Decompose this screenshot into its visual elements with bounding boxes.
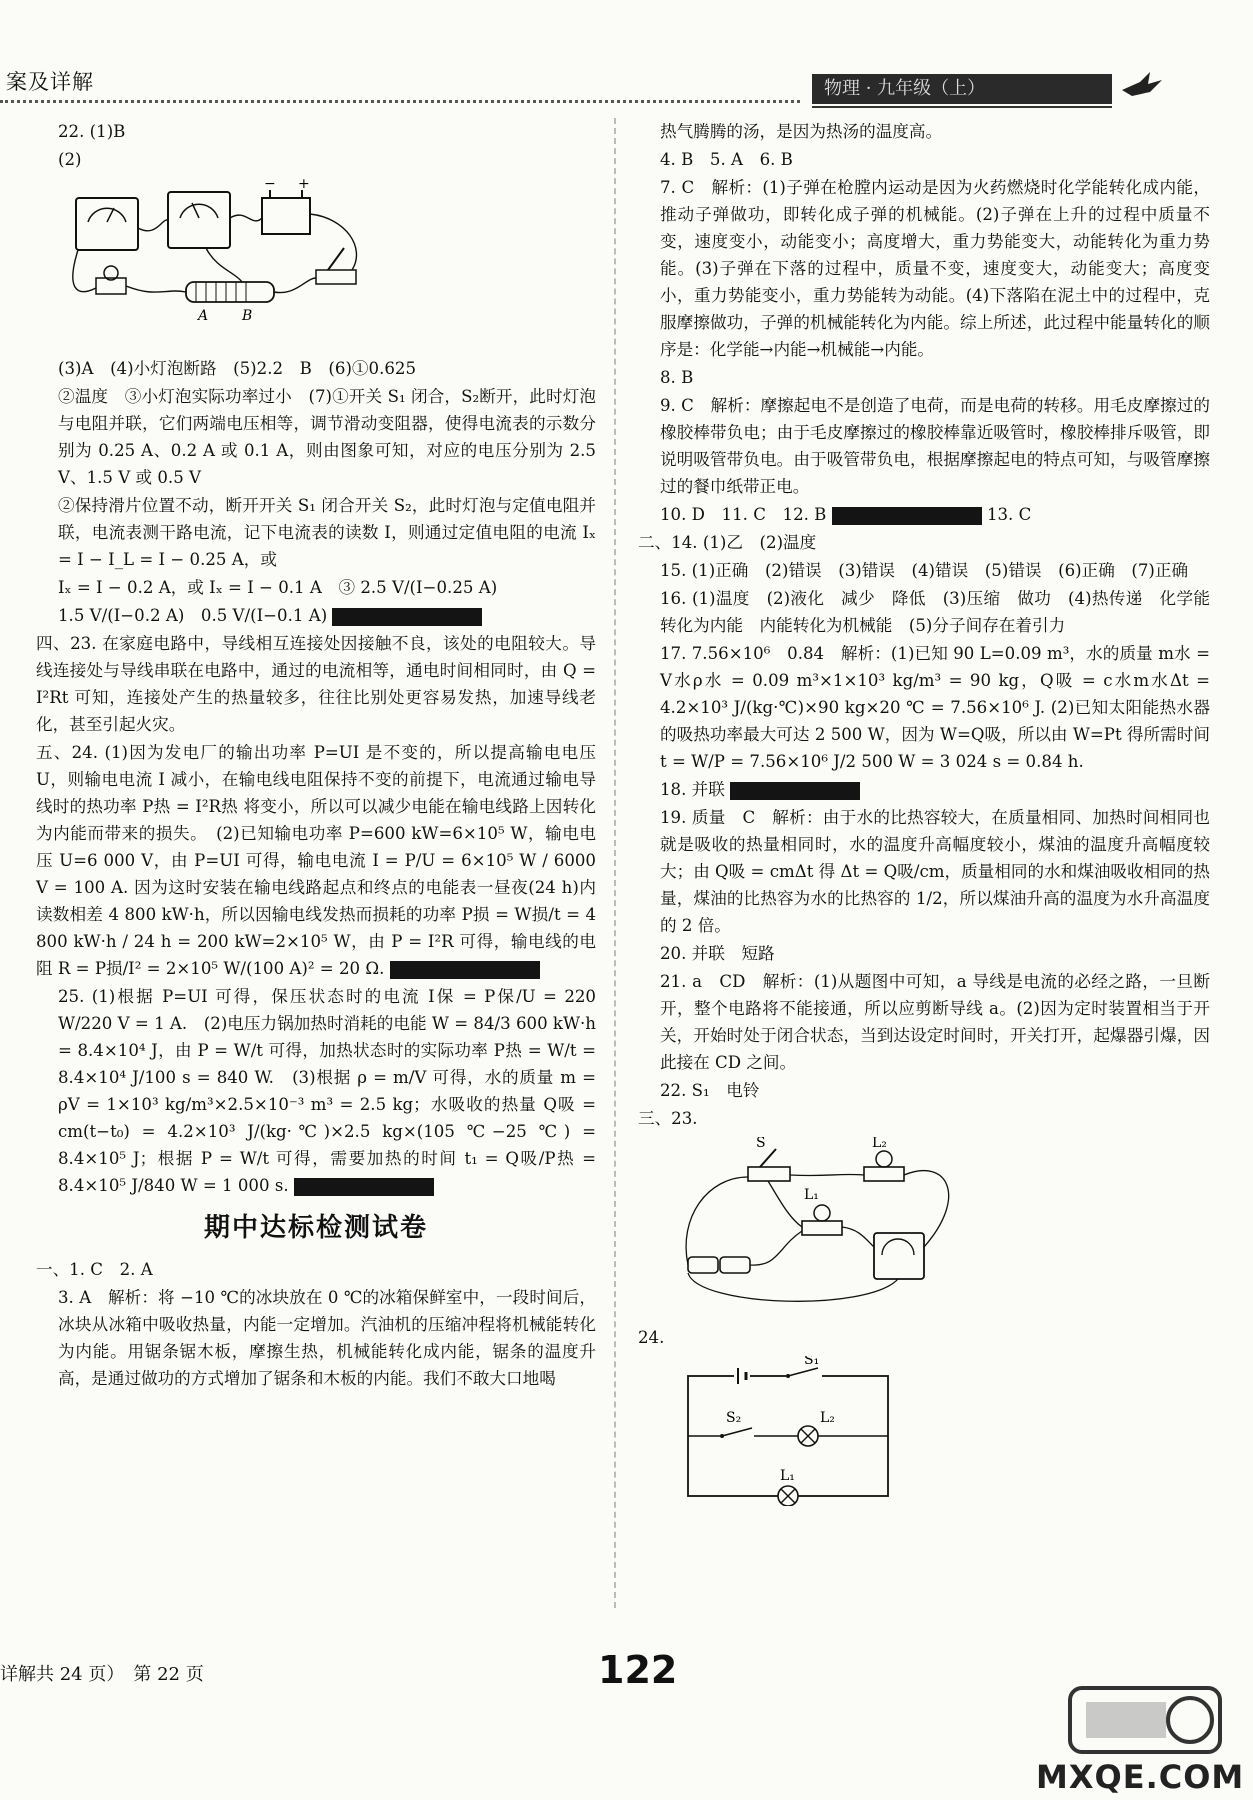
answer-10-13 — [638, 501, 1210, 528]
answer-25 — [36, 983, 596, 1199]
answer-9: 9. C 解析：摩擦起电不是创造了电荷，而是电荷的转移。用毛皮摩擦过的橡胶棒带负电；由于毛皮摩擦过的橡胶棒靠近吸管时，橡胶棒排斥吸管，即说明吸管带负电。由于吸管带负电，根据摩擦起电的特点可知，与吸管摩擦过的餐巾纸带正电。 — [660, 396, 1210, 496]
switch-s-label: S — [756, 1137, 766, 1151]
page-footer — [0, 1640, 1253, 1800]
redaction-bar — [832, 507, 982, 525]
answer-22-2-label: (2) — [58, 150, 82, 169]
rheostat-terminal-a: A — [198, 308, 209, 324]
left-column — [36, 118, 596, 1393]
answer-10-12-text: 10. D 11. C 12. B — [660, 505, 827, 524]
redaction-bar — [730, 782, 860, 800]
answer-24-text: 五、24. (1)因为发电厂的输出功率 P=UI 是不变的，所以提高输电电压 U，则输电电流 I 减小，在输电线电阻保持不变的前提下，电流通过输电导线时的热功率 P热 = I²R热 将变小，所以可以减少电能在输电线路上因转化为内能而带来的损失。 (2)已知输电功率 P=600 kW=6×10⁵ W，输电电压 U=6 000 V，由 P=UI 可得，输电电流 I = P/U = 6×10⁵ W / 6000 V = 100 A. 因为这时安装在输电线路起点和终点的电能表一昼夜(24 h)内读数相差 4 800 kW·h，所以因输电线发热而损耗的功率 P损 = W损/t = 4 800 kW·h / 24 h = 200 kW=2×10⁵ W，由 P = I²R 可得，输电线的电阻 R = P损/I² = 2×10⁵ W/(100 A)² = 20 Ω. — [36, 743, 596, 978]
lamp-l2-label: L₂ — [872, 1137, 887, 1151]
answer-7: 7. C 解析：(1)子弹在枪膛内运动是因为火药燃烧时化学能转化成内能，推动子弹做功，即转化成子弹的机械能。(2)子弹在上升的过程中质量不变，速度变小，动能变小；高度增大，重力势能变大，动能转化为重力势能。(3)子弹在下落的过程中，质量不变，速度变大，动能变大；高度变小，重力势能变小，重力势能转为动能。(4)下落陷在泥土中的过程中，克服摩擦做功，子弹的机械能转化为内能。综上所述，此过程中能量转化的顺序是：化学能→内能→机械能→内能。 — [660, 178, 1210, 359]
answer-22-1: 22. (1)B — [58, 122, 126, 141]
lamp-l1-label: L₁ — [804, 1187, 819, 1203]
answer-17: 17. 7.56×10⁶ 0.84 解析：(1)已知 90 L=0.09 m³，水的质量 m水 = V水ρ水 = 0.09 m³×1×10³ kg/m³ = 90 kg，Q吸 = c水m水Δt = 4.2×10³ J/(kg·℃)×90 kg×20 ℃ = 7.56×10⁶ J. (2)已知太阳能热水器的吸热功率最大可达 2 500 W，因为 W=Q吸，所以由 W=Pt 得所需时间 t = W/P = 7.56×10⁶ J/2 500 W = 3 024 s = 0.84 h. — [660, 644, 1210, 771]
lamp-l1-symbol-label: L₁ — [780, 1468, 795, 1484]
midterm-answer-3: 3. A 解析：将 −10 ℃的冰块放在 0 ℃的冰箱保鲜室中，一段时间后，冰块从冰箱中吸收热量，内能一定增加。汽油机的压缩冲程将机械能转化为内能。用锯条锯木板，摩擦生热，机械能转化成内能，锯条的温度升高，是通过做功的方式增加了锯条和木板的内能。我们不敢大口地喝 — [58, 1288, 596, 1388]
watermark-text: MXQE.COM — [1036, 1758, 1245, 1796]
battery-minus-label: − — [264, 178, 276, 192]
header-left-title: 案及详解 — [6, 70, 94, 94]
page-header — [0, 0, 1253, 110]
redaction-bar — [332, 608, 482, 626]
page-number: 122 — [598, 1648, 678, 1692]
answer-23: 四、23. 在家庭电路中，导线相互连接处因接触不良，该处的电阻较大。导线连接处与导线串联在电路中，通过的电流相等，通电时间相同时，由 Q = I²Rt 可知，连接处产生的热量较多，往往比别处更容易发热，加速导线老化，甚至引起火灾。 — [36, 634, 596, 734]
answer-19: 19. 质量 C 解析：由于水的比热容较大，在质量相同、加热时间相同也就是吸收的热量相同时，水的温度升高幅度较小，煤油的温度升高幅度较大；由 Q吸 = cmΔt 得 Δt = Q吸/cm，质量相同的水和煤油吸收相同的热量，煤油的比热容为水的比热容的 1/2，所以煤油升高的温度为水升高温度的 2 倍。 — [660, 808, 1210, 935]
answer-23-label: 三、23. — [638, 1109, 698, 1128]
answer-22-para2: ②保持滑片位置不动，断开开关 S₁ 闭合开关 S₂，此时灯泡与定值电阻并联，电流表测干路电流，记下电流表的读数 I，则通过定值电阻的电流 Iₓ = I − I_L = I − 0.25 A，或 — [58, 496, 596, 569]
answer-25-text: 25. (1)根据 P=UI 可得，保压状态时的电流 I保 = P保/U = 220 W/220 V = 1 A. (2)电压力锅加热时消耗的电能 W = 84/3 600 kW·h = 8.4×10⁴ J，由 P = W/t 可得，加热状态时的实际功率 P热 = W/t = 8.4×10⁴ J/100 s = 840 W. (3)根据 ρ = m/V 可得，水的质量 m = ρV = 1×10³ kg/m³×2.5×10⁻³ m³ = 2.5 kg；水吸收的热量 Q吸 = cm(t−t₀) = 4.2×10³ J/(kg·℃)×2.5 kg×(105 ℃−25 ℃) = 8.4×10⁵ J；根据 P = W/t 可得，需要加热的时间 t₁ = Q吸/P热 = 8.4×10⁵ J/840 W = 1 000 s. — [58, 987, 596, 1195]
battery-plus-label: + — [298, 178, 310, 192]
answer-18-text: 18. 并联 — [660, 780, 725, 799]
answer-24 — [36, 739, 596, 982]
circuit-figure-23 — [668, 1137, 978, 1312]
answer-22: 22. S₁ 电铃 — [660, 1081, 760, 1100]
answer-22-para1: ②温度 ③小灯泡实际功率过小 (7)①开关 S₁ 闭合，S₂断开，此时灯泡与电阻并联，它们两端电压相等，调节滑动变阻器，使得电流表的示数分别为 0.25 A、0.2 A 或 0.1 A，则由图象可知，对应的电压分别为 2.5 V、1.5 V 或 0.5 V — [58, 387, 596, 487]
header-right-banner: 物理 · 九年级（上） — [812, 74, 1112, 104]
midterm-answer-1-2: 一、1. C 2. A — [36, 1260, 153, 1279]
column-separator — [614, 118, 616, 1608]
answer-20: 20. 并联 短路 — [660, 944, 775, 963]
answer-21: 21. a CD 解析：(1)从题图中可知，a 导线是电流的必经之路，一旦断开，整个电路将不能接通，所以应剪断导线 a。(2)因为定时装置相当于开关，开始时处于闭合状态，当到达设定时间时，开关打开，起爆器引爆，因此接在 CD 之间。 — [660, 972, 1210, 1072]
switch-s1-label: S₁ — [804, 1356, 820, 1368]
bird-logo-icon — [1120, 68, 1164, 104]
answer-3-continued: 热气腾腾的汤，是因为热汤的温度高。 — [660, 122, 943, 141]
exam-section-title: 期中达标检测试卷 — [203, 1213, 428, 1243]
answer-18 — [638, 776, 1210, 803]
header-rule — [812, 106, 1112, 108]
redaction-bar — [294, 1178, 434, 1196]
switch-s2-label: S₂ — [726, 1410, 742, 1426]
header-dotted-rule — [0, 100, 800, 103]
answer-22-para4-text: 1.5 V/(I−0.2 A) 0.5 V/(I−0.1 A) — [58, 606, 328, 625]
answer-13-text: 13. C — [986, 505, 1032, 524]
rheostat-terminal-b: B — [242, 308, 253, 324]
redaction-bar — [390, 961, 540, 979]
circuit-figure-22 — [66, 178, 406, 343]
right-column — [638, 118, 1210, 1518]
circuit-diagram-24 — [668, 1356, 908, 1506]
answer-14: 二、14. (1)乙 (2)温度 — [638, 533, 817, 552]
answer-24-label: 24. — [638, 1328, 665, 1347]
footer-left-text: 详解共 24 页） 第 22 页 — [0, 1664, 204, 1685]
answer-22-3: (3)A (4)小灯泡断路 (5)2.2 B (6)①0.625 — [58, 359, 417, 378]
answer-16: 16. (1)温度 (2)液化 减少 降低 (3)压缩 做功 (4)热传递 化学能转化为内能 内能转化为机械能 (5)分子间存在着引力 — [660, 589, 1210, 635]
answer-15: 15. (1)正确 (2)错误 (3)错误 (4)错误 (5)错误 (6)正确 (7)正确 — [660, 561, 1189, 580]
answer-22-para4 — [36, 602, 596, 629]
answer-22-para3: Iₓ = I − 0.2 A，或 Iₓ = I − 0.1 A ③ 2.5 V/(I−0.25 A) — [58, 578, 498, 597]
lamp-l2-symbol-label: L₂ — [820, 1410, 835, 1426]
answer-8: 8. B — [660, 368, 694, 387]
answer-4-6: 4. B 5. A 6. B — [660, 150, 793, 169]
